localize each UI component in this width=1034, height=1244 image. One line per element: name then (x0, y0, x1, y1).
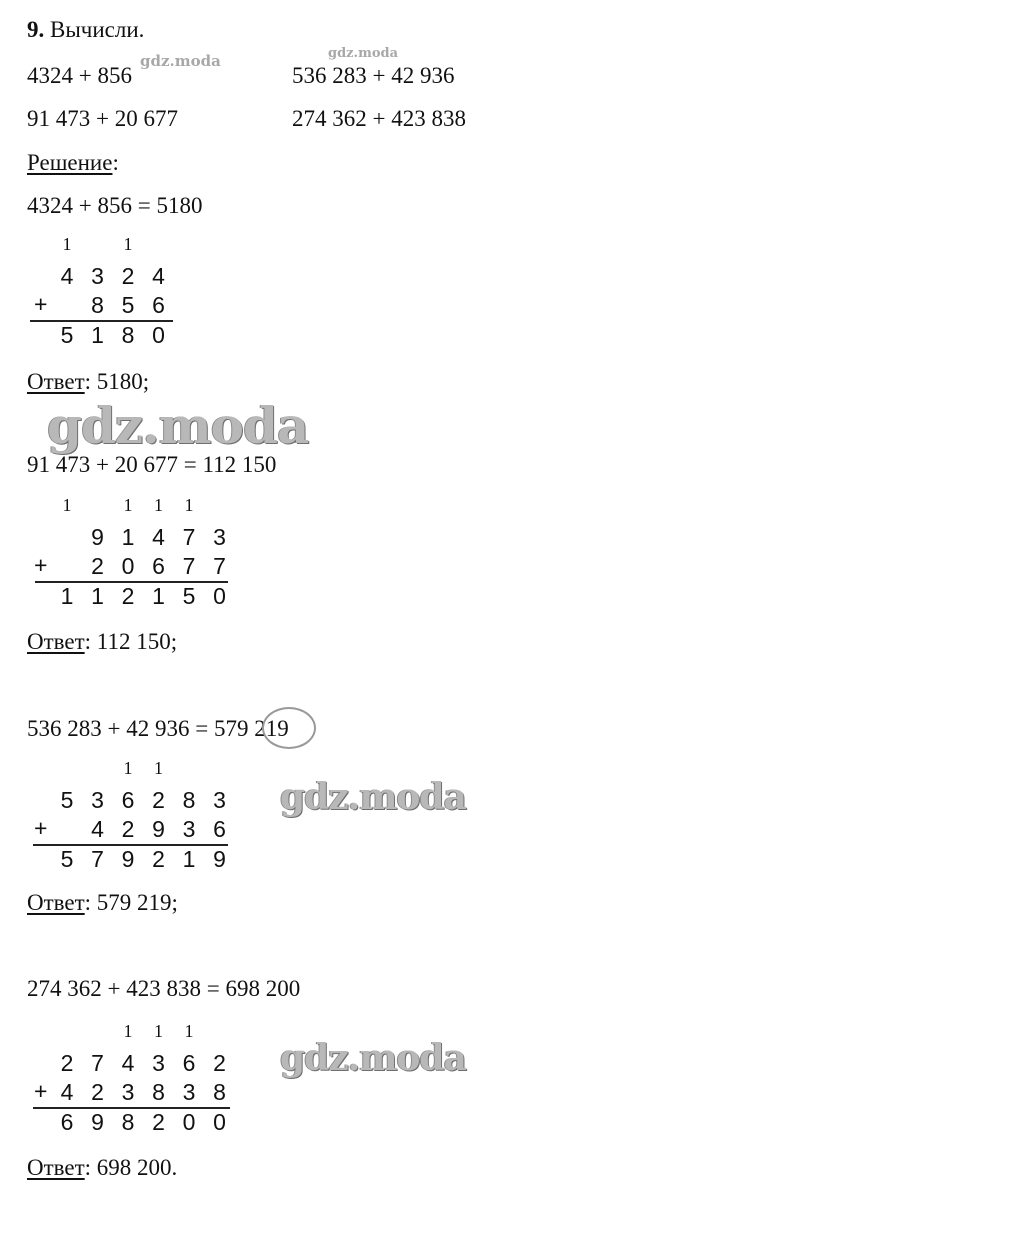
addend-digit: 1 (121, 524, 135, 550)
addend-digit: 6 (121, 787, 135, 813)
sum-digit: 9 (121, 846, 135, 872)
sum-digit: 1 (91, 322, 104, 348)
addend-digit: 8 (91, 292, 104, 318)
carry-digit: 1 (154, 1021, 163, 1041)
addend-digit: 3 (213, 524, 226, 550)
addend-digit: 8 (152, 1079, 165, 1105)
answer-label: Ответ (27, 1155, 85, 1180)
addend-digit: 3 (152, 1050, 165, 1076)
addend-digit: 2 (121, 816, 135, 842)
addend-digit: 4 (60, 263, 74, 289)
sum-digit: 7 (91, 846, 104, 872)
example-4: 274 362 + 423 838 (292, 106, 466, 131)
addend-digit: 2 (121, 263, 135, 289)
sum-digit: 8 (121, 1109, 135, 1135)
sum-digit: 1 (182, 846, 196, 872)
sum-digit: 0 (182, 1109, 196, 1135)
sum-digit: 8 (121, 322, 135, 348)
answer-3 (27, 890, 178, 916)
carry-digit: 1 (184, 495, 194, 515)
sum-digit: 5 (60, 322, 74, 348)
addend-digit: 2 (213, 1050, 226, 1076)
watermark-logo: gdz.moda (140, 52, 221, 70)
sum-line (35, 581, 228, 583)
carry-digit: 1 (62, 495, 72, 515)
addend-digit: 8 (213, 1079, 226, 1105)
watermark-logo: gdz.moda (280, 776, 466, 818)
plus-sign: + (34, 1078, 48, 1104)
example-1: 4324 + 856 (27, 63, 132, 88)
answer-value: : 5180; (84, 369, 150, 394)
carry-digit: 1 (123, 758, 133, 778)
highlight-circle (262, 707, 316, 749)
sum-digit: 6 (60, 1109, 74, 1135)
carry-digit: 1 (154, 758, 163, 778)
addend-digit: 4 (152, 263, 165, 289)
addend-digit: 8 (182, 787, 196, 813)
addend-digit: 4 (121, 1050, 135, 1076)
plus-sign: + (34, 291, 48, 317)
task-number: 9. (27, 17, 45, 42)
carry-digit: 1 (123, 495, 133, 515)
sum-digit: 0 (213, 1109, 226, 1135)
addend-digit: 7 (182, 524, 196, 550)
example-2: 536 283 + 42 936 (292, 63, 455, 88)
addend-digit: 6 (152, 292, 165, 318)
answer-label: Ответ (27, 890, 85, 915)
addend-digit: 6 (152, 553, 165, 579)
carry-digit: 1 (154, 495, 163, 515)
plus-sign: + (34, 552, 48, 578)
sum-digit: 1 (91, 583, 104, 609)
addend-digit: 0 (121, 553, 135, 579)
addend-digit: 4 (60, 1079, 74, 1105)
answer-4 (27, 1155, 177, 1181)
answer-value: : 698 200. (84, 1155, 178, 1180)
addend-digit: 3 (182, 1079, 196, 1105)
equation-4: 274 362 + 423 838 = 698 200 (27, 976, 301, 1001)
sum-digit: 0 (213, 583, 226, 609)
sum-digit: 0 (152, 322, 165, 348)
carry-digit: 1 (123, 1021, 133, 1041)
solution-colon: : (112, 150, 119, 175)
sum-digit: 2 (121, 583, 135, 609)
sum-digit: 1 (152, 583, 165, 609)
answer-1 (27, 369, 149, 395)
addend-digit: 5 (60, 787, 74, 813)
sum-digit: 9 (213, 846, 226, 872)
sum-digit: 5 (182, 583, 196, 609)
answer-label: Ответ (27, 369, 85, 394)
addend-digit: 3 (121, 1079, 135, 1105)
answer-2 (27, 629, 177, 655)
sum-digit: 9 (91, 1109, 104, 1135)
addend-digit: 2 (152, 787, 165, 813)
addend-digit: 7 (213, 553, 226, 579)
solution-heading (27, 150, 119, 176)
addend-digit: 7 (182, 553, 196, 579)
equation-3: 536 283 + 42 936 = 579 219 (27, 716, 289, 741)
watermark-logo: gdz.moda (328, 46, 399, 61)
carry-digit: 1 (62, 234, 72, 254)
addend-digit: 3 (213, 787, 226, 813)
sum-line (33, 844, 228, 846)
solution-label: Решение (27, 150, 113, 175)
plus-sign: + (34, 815, 48, 841)
addend-digit: 2 (91, 1079, 104, 1105)
task-heading (27, 17, 144, 43)
example-3: 91 473 + 20 677 (27, 106, 178, 131)
task-title: Вычисли. (50, 17, 145, 42)
addend-digit: 3 (182, 816, 196, 842)
sum-digit: 2 (152, 1109, 165, 1135)
watermark-logo: gdz.moda (280, 1037, 466, 1079)
answer-value: : 112 150; (84, 629, 178, 654)
equation-1: 4324 + 856 = 5180 (27, 193, 203, 218)
addend-digit: 3 (91, 263, 104, 289)
addend-digit: 9 (91, 524, 104, 550)
addend-digit: 5 (121, 292, 135, 318)
equation-2: 91 473 + 20 677 = 112 150 (27, 452, 277, 477)
addend-digit: 4 (91, 816, 104, 842)
sum-digit: 2 (152, 846, 165, 872)
carry-digit: 1 (123, 234, 133, 254)
sum-line (33, 1107, 230, 1109)
watermark-logo: gdz.moda (47, 396, 309, 455)
sum-line (30, 320, 173, 322)
sum-digit: 1 (60, 583, 74, 609)
sum-digit: 5 (60, 846, 74, 872)
addend-digit: 7 (91, 1050, 104, 1076)
answer-value: : 579 219; (84, 890, 178, 915)
addend-digit: 6 (213, 816, 226, 842)
addend-digit: 3 (91, 787, 104, 813)
carry-digit: 1 (184, 1021, 194, 1041)
answer-label: Ответ (27, 629, 85, 654)
addend-digit: 9 (152, 816, 165, 842)
addend-digit: 2 (60, 1050, 74, 1076)
addend-digit: 6 (182, 1050, 196, 1076)
addend-digit: 2 (91, 553, 104, 579)
addend-digit: 4 (152, 524, 165, 550)
